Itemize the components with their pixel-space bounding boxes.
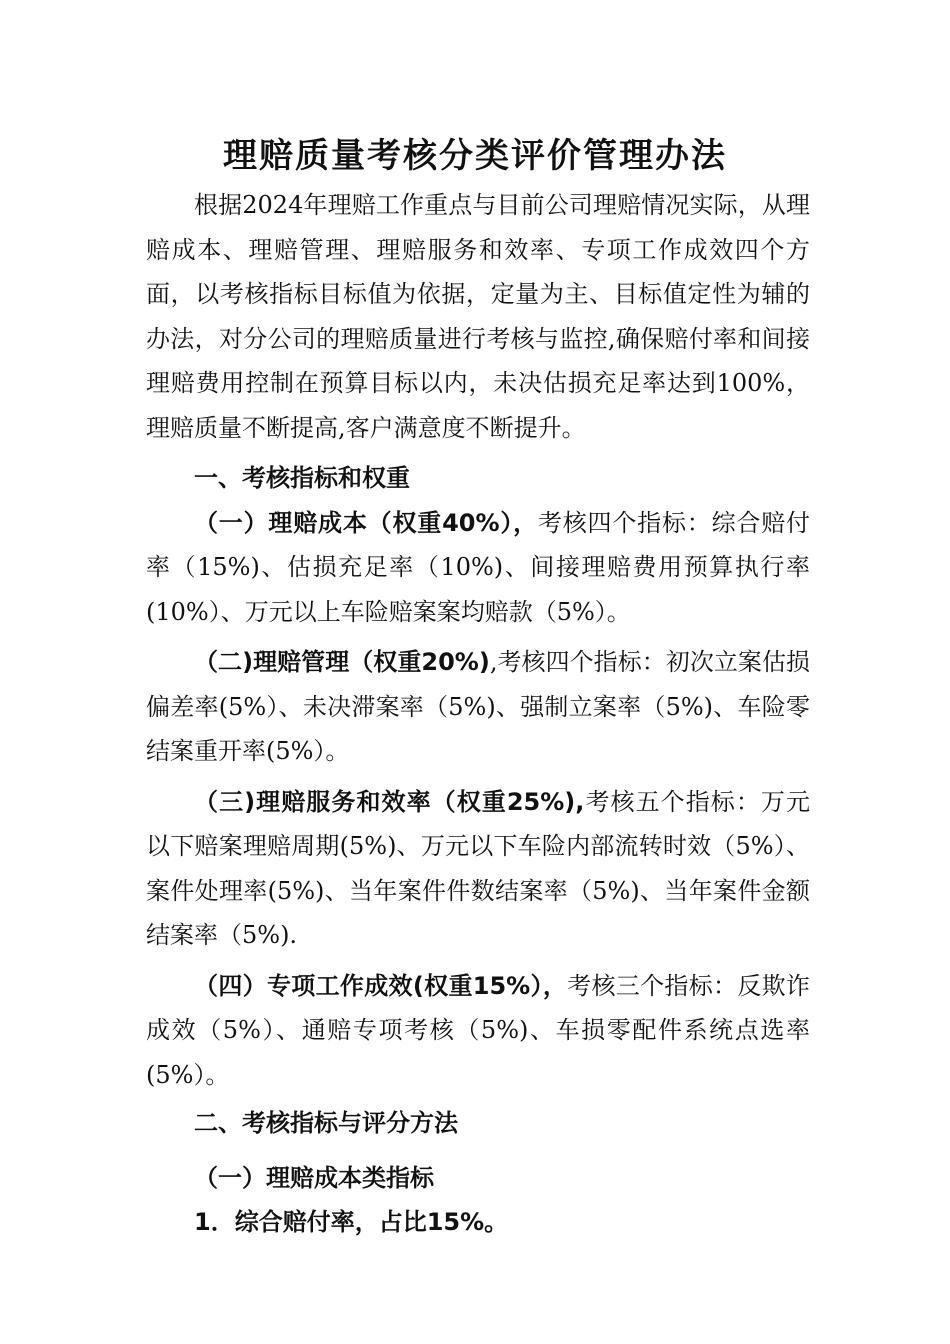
item-lead: （三)理赔服务和效率（权重25%), [194,787,585,816]
item-special-work [146,964,810,1098]
section-heading-scoring: 二、考核指标与评分方法 [194,1109,458,1137]
document-title: 理赔质量考核分类评价管理办法 [223,136,727,176]
item-lead: （四）专项工作成效(权重15%）， [194,971,568,1000]
subsection-item-loss-ratio: 1．综合赔付率，占比15%。 [194,1208,509,1236]
item-claim-service [146,780,810,958]
intro-paragraph: 根据2024年理赔工作重点与目前公司理赔情况实际，从理赔成本、理赔管理、理赔服务和效率、专项工作成效四个方面，以考核指标目标值为依据，定量为主、目标值定性为辅的办法，对分公司的理赔质量进行考核与监控,确保赔付率和间接理赔费用控制在预算目标以内，未决估损充足率达到100%，理赔质量不断提高,客户满意度不断提升。 [146,191,810,442]
document-body [146,183,810,1245]
item-text: 考核三个指标：反欺诈成效（5%）、通赔专项考核（5%)、车损零配件系统点选率(5%）。 [146,971,810,1089]
item-claim-cost [146,501,810,635]
item-text: ,考核四个指标：初次立案估损偏差率(5%）、未决滞案率（5%)、强制立案率（5%)、车险零结案重开率(5%）。 [146,648,810,765]
item-lead: （二)理赔管理（权重20%) [194,648,490,676]
item-text: 考核四个指标：综合赔付率（15%)、估损充足率（10%)、间接理赔费用预算执行率(10%）、万元以上车险赔案案均赔款（5%）。 [146,508,811,626]
item-lead: （一）理赔成本（权重40%）， [194,508,538,537]
subsection-heading-cost: （一）理赔成本类指标 [194,1163,434,1192]
item-text: 考核五个指标：万元以下赔案理赔周期(5%)、万元以下车险内部流转时效（5%）、案件处理率(5%)、当年案件件数结案率（5%)、当年案件金额结案率（5%). [146,787,811,949]
item-claim-management [146,640,810,774]
section-heading-weights: 一、考核指标和权重 [194,464,410,492]
